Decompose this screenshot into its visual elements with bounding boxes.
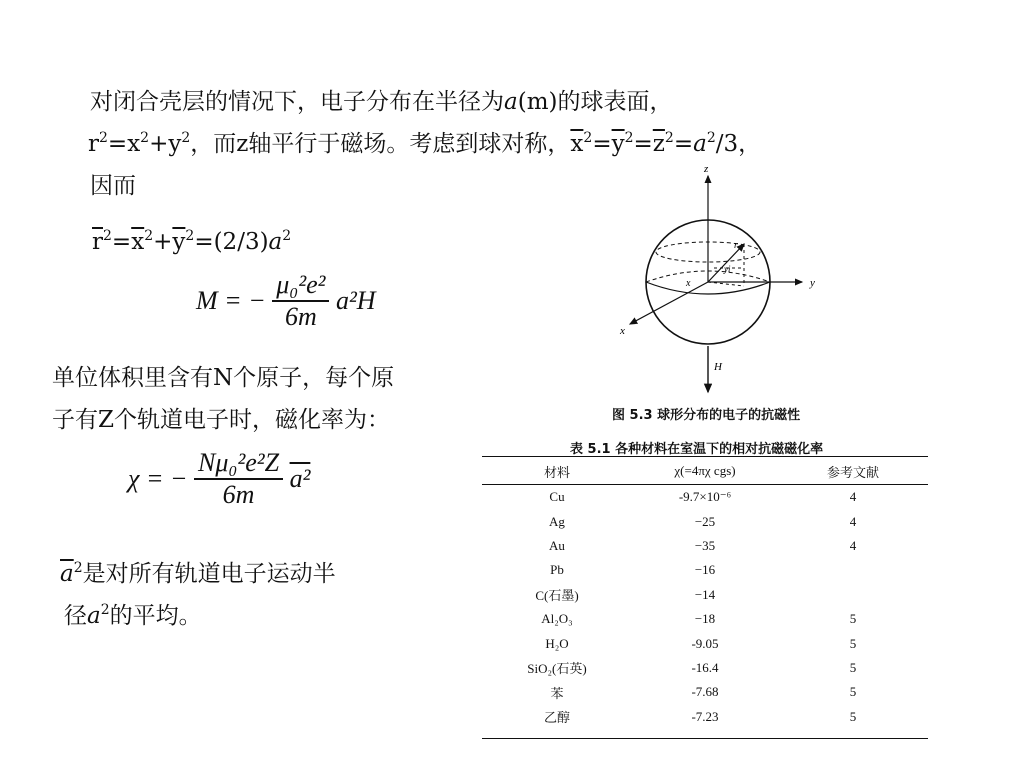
cell-chi: −25 <box>694 513 716 529</box>
mean-a: $\overline{a}$ <box>60 561 74 587</box>
text: 的平均。 <box>109 603 202 629</box>
cell-material: SiO₂(石英) <box>527 661 587 677</box>
cell-material: Pb <box>550 562 564 578</box>
table-row <box>482 607 928 631</box>
mean-x: $\overline{x}$ <box>570 131 584 157</box>
mean-y: $\overline{y}$ <box>172 229 186 255</box>
text: /3， <box>715 131 762 157</box>
text: 径 <box>64 603 87 629</box>
var-a: a <box>87 603 101 629</box>
denominator: 6m <box>222 480 255 509</box>
numerator: μ₀²e² <box>272 270 329 302</box>
text: = <box>111 229 132 255</box>
sup: 2 <box>185 228 195 244</box>
equation-r2 <box>92 222 291 262</box>
formula-magnetization <box>196 270 376 332</box>
cell-chi: -16.4 <box>691 659 719 675</box>
para1-line3: 因而 <box>90 173 136 199</box>
sup: 2 <box>624 130 634 146</box>
cell-ref <box>778 583 928 607</box>
text: = <box>673 131 694 157</box>
cell-chi: -7.23 <box>691 708 719 724</box>
label-x: x <box>620 325 625 337</box>
table-title: 表 5.1 各种材料在室温下的相对抗磁磁化率 <box>570 442 824 457</box>
r-vector <box>708 244 744 282</box>
table-row <box>482 680 928 704</box>
label-h: H <box>714 361 722 373</box>
text: 对闭合壳层的情况下，电子分布在半径为 <box>90 89 504 115</box>
text: =(2/3) <box>194 229 269 255</box>
table-row <box>482 485 928 510</box>
cell-material: Al₂O₃ <box>541 611 573 627</box>
para3-line1 <box>60 554 336 594</box>
table-row <box>482 583 928 607</box>
cell-ref: 4 <box>849 537 857 553</box>
table-bottom-rule <box>482 738 928 739</box>
text: 是对所有轨道电子运动半 <box>82 561 336 587</box>
cell-material: Cu <box>549 489 565 505</box>
para1-line2 <box>88 124 761 164</box>
sup: 2 <box>664 130 674 146</box>
cell-material: H₂O <box>545 635 569 651</box>
cell-chi: −18 <box>694 611 716 627</box>
cell-chi: -9.05 <box>691 635 719 651</box>
formula-susceptibility <box>128 448 310 510</box>
sup: 2 <box>73 560 83 576</box>
fraction <box>194 448 283 510</box>
text: ，而z轴平行于磁场。考虑到球对称， <box>190 131 571 157</box>
mean-x: $\overline{x}$ <box>131 229 145 255</box>
formula-lhs: χ = − <box>128 464 188 493</box>
cell-chi: -9.7×10⁻⁶ <box>678 489 732 505</box>
var-a: a <box>268 229 283 255</box>
sup: 2 <box>706 130 716 146</box>
cell-ref: 4 <box>849 489 857 505</box>
susceptibility-table <box>482 458 928 729</box>
sup: 2 <box>181 130 191 146</box>
para1-line1 <box>90 82 672 122</box>
text: = <box>633 131 653 157</box>
text: + <box>153 229 173 255</box>
label-x-inner: x <box>686 278 691 289</box>
table-top-rule <box>482 456 928 457</box>
para2-line1: 单位体积里含有N个原子，每个原 <box>52 365 395 391</box>
table-row <box>482 705 928 729</box>
table-header-row <box>482 458 928 485</box>
sup: 2 <box>103 228 112 244</box>
mean-r: $\overline{r}$ <box>92 229 103 255</box>
table-row <box>482 631 928 655</box>
cell-material: C(石墨) <box>535 588 579 604</box>
mean-z: $\overline{z}$ <box>652 131 665 157</box>
denominator: 6m <box>284 302 317 331</box>
var-a: a <box>504 89 518 115</box>
mean-y: $\overline{y}$ <box>611 131 625 157</box>
x-axis <box>630 282 708 324</box>
label-y: y <box>810 277 815 289</box>
header-chi: χ(=4πχ cgs) <box>632 458 778 485</box>
table-row <box>482 656 928 680</box>
cell-material: 乙醇 <box>543 710 570 726</box>
sup: 2 <box>583 130 593 146</box>
equator-front <box>646 282 770 294</box>
sup: 2 <box>99 130 108 146</box>
para3-line2 <box>64 596 202 636</box>
cell-material: Au <box>549 537 565 553</box>
sup: 2 <box>144 228 154 244</box>
text: = <box>592 131 612 157</box>
label-yi: yi <box>724 264 731 274</box>
text: r <box>88 131 99 157</box>
cell-ref: 5 <box>849 611 857 627</box>
formula-lhs: M = − <box>196 286 266 315</box>
fraction <box>272 270 329 332</box>
cell-material: Ag <box>549 513 565 529</box>
text: +y <box>149 131 182 157</box>
header-ref: 参考文献 <box>778 458 928 485</box>
figure-caption: 图 5.3 球形分布的电子的抗磁性 <box>612 408 801 423</box>
formula-tail: a²H <box>335 286 376 315</box>
formula-tail: a² <box>289 464 311 493</box>
sup: 2 <box>282 228 292 244</box>
cell-ref: 5 <box>849 659 857 675</box>
header-material: 材料 <box>482 458 632 485</box>
var-a: a <box>693 131 707 157</box>
numerator: Nμ₀²e²Z <box>194 448 283 480</box>
table-row <box>482 509 928 533</box>
cell-ref: 5 <box>849 684 857 700</box>
cell-chi: −14 <box>694 586 716 602</box>
text: (m)的球表面， <box>517 89 673 115</box>
cell-chi: −16 <box>694 562 716 578</box>
cell-ref <box>778 558 928 582</box>
cell-chi: −35 <box>694 537 716 553</box>
para2-line2: 子有Z个轨道电子时，磁化率为： <box>52 407 390 433</box>
label-r: r <box>734 240 738 251</box>
table-row <box>482 534 928 558</box>
cell-ref: 5 <box>849 708 857 724</box>
projection-line <box>708 282 744 286</box>
cell-material: 苯 <box>550 685 564 701</box>
sphere-diagram <box>610 160 830 400</box>
cell-ref: 5 <box>849 635 857 651</box>
sup: 2 <box>140 130 150 146</box>
table-row <box>482 558 928 582</box>
cell-chi: -7.68 <box>691 684 719 700</box>
text: =x <box>107 131 141 157</box>
label-z: z <box>704 163 709 175</box>
cell-ref: 4 <box>849 513 857 529</box>
sup: 2 <box>100 602 110 618</box>
